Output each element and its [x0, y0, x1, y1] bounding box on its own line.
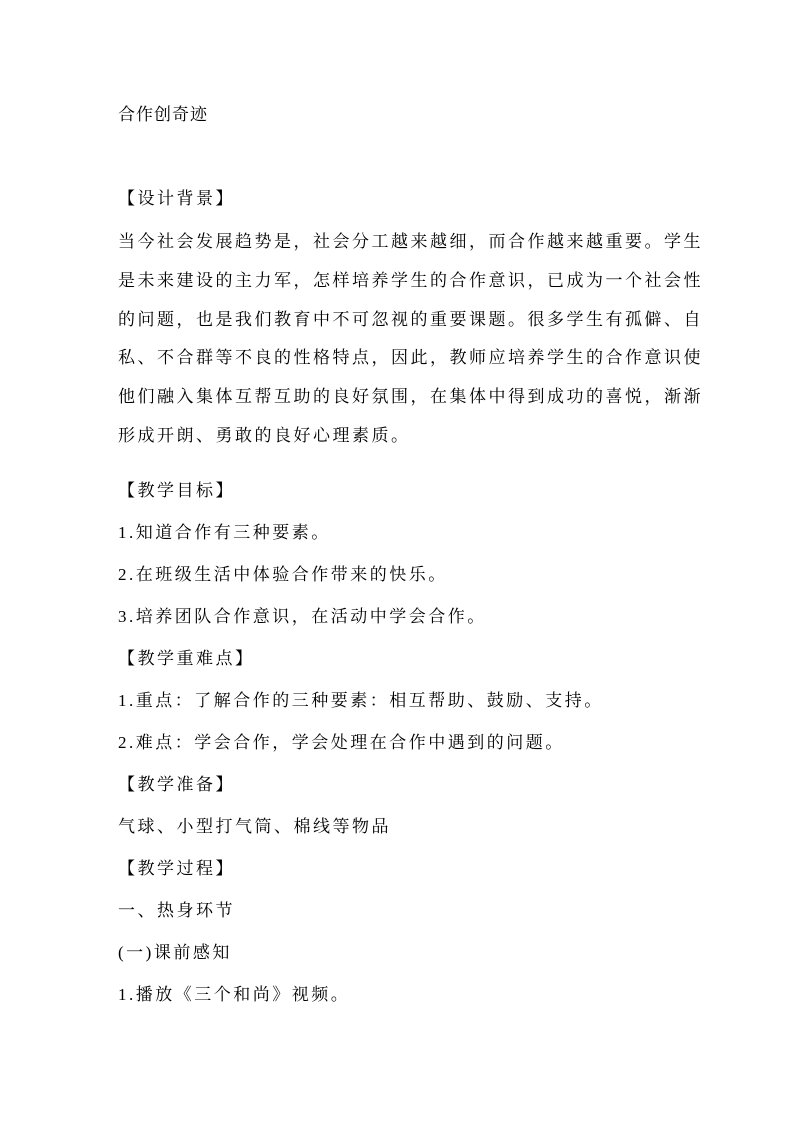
section-heading-process: 【教学过程】	[118, 859, 235, 878]
list-item: 1.重点：了解合作的三种要素：相互帮助、鼓励、支持。	[118, 691, 604, 710]
list-item: 1.知道合作有三种要素。	[118, 523, 331, 542]
paragraph-line: 是未来建设的主力军，怎样培养学生的合作意识，已成为一个社会性	[118, 271, 703, 290]
list-item: 3.培养团队合作意识，在活动中学会合作。	[118, 607, 487, 626]
section-heading-teaching-goals: 【教学目标】	[118, 481, 235, 500]
paragraph-line: 形成开朗、勇敢的良好心理素质。	[118, 426, 411, 445]
document-title: 合作创奇迹	[118, 105, 208, 124]
list-item: 2.难点：学会合作，学会处理在合作中遇到的问题。	[118, 733, 565, 752]
list-item: 1.播放《三个和尚》视频。	[118, 985, 351, 1004]
paragraph-line: 当今社会发展趋势是，社会分工越来越细，而合作越来越重要。学生	[118, 232, 703, 251]
section-heading-key-points: 【教学重难点】	[118, 649, 255, 668]
list-item: 2.在班级生活中体验合作带来的快乐。	[118, 565, 448, 584]
section-heading-design-background: 【设计背景】	[118, 189, 235, 208]
paragraph-line: 他们融入集体互帮互助的良好氛围，在集体中得到成功的喜悦，渐渐	[118, 387, 703, 406]
section-heading-preparation: 【教学准备】	[118, 775, 235, 794]
list-item: 一、热身环节	[118, 901, 235, 920]
paragraph-line: 气球、小型打气筒、棉线等物品	[118, 817, 391, 836]
list-item: (一)课前感知	[118, 943, 232, 962]
paragraph-line: 私、不合群等不良的性格特点，因此，教师应培养学生的合作意识使	[118, 348, 703, 367]
paragraph-line: 的问题，也是我们教育中不可忽视的重要课题。很多学生有孤僻、自	[118, 310, 703, 329]
